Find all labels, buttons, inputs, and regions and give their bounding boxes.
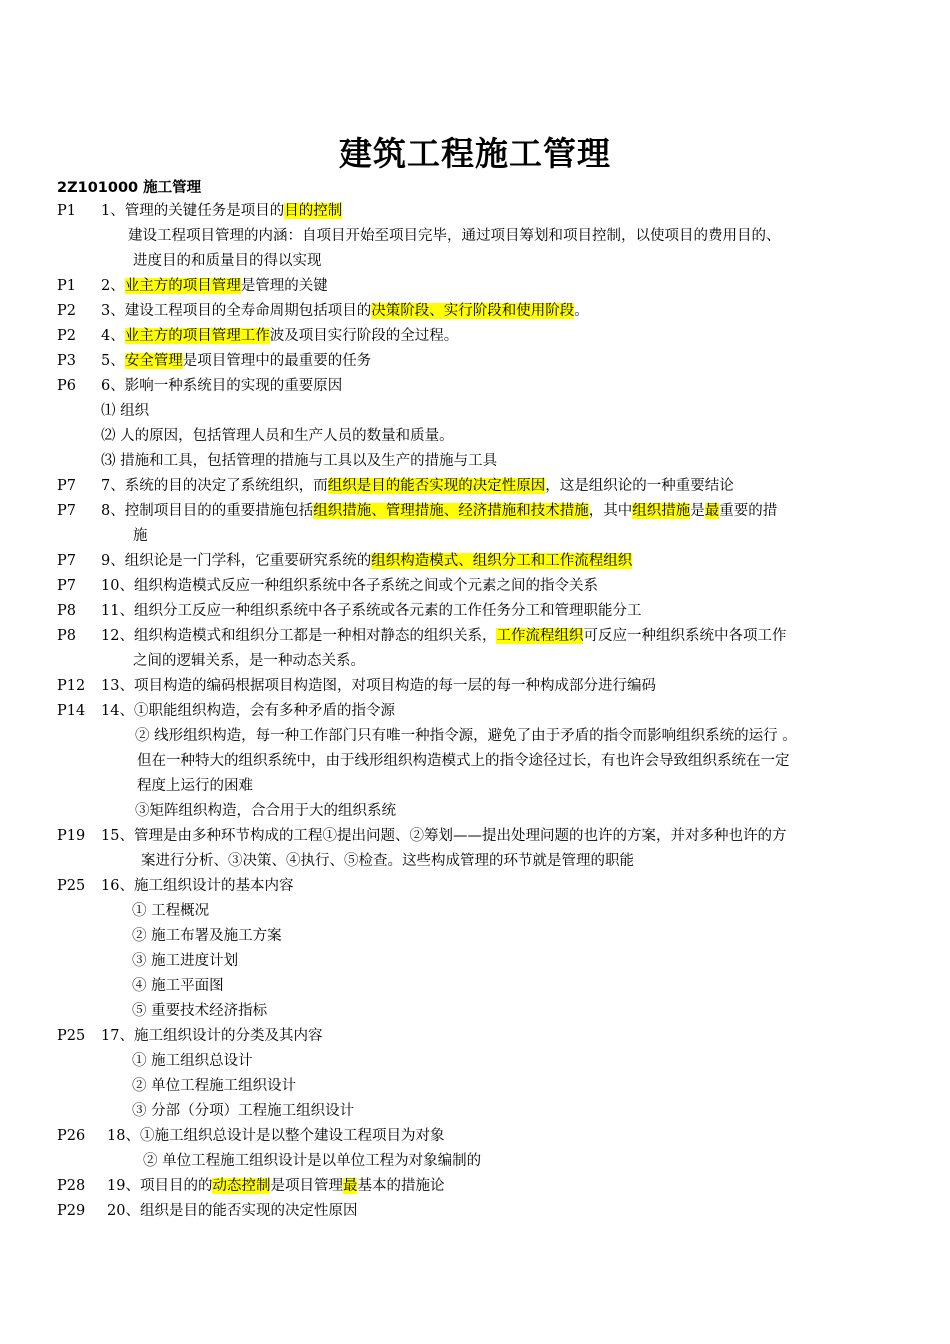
page-ref: P25 [57, 878, 86, 894]
page-ref: P28 [57, 1178, 86, 1194]
page-ref: P7 [57, 553, 76, 569]
page-title: 建筑工程施工管理 [339, 134, 611, 173]
page-ref: P3 [57, 353, 76, 369]
page-ref: P7 [57, 578, 76, 594]
page-ref: P12 [57, 678, 86, 694]
highlight: 目的控制 [284, 203, 343, 219]
list-item: 案进行分析、③决策、④执行、⑤检查。这些构成管理的环节就是管理的职能 [141, 853, 634, 869]
document-page: 建筑工程施工管理 2Z101000 施工管理 P1 1、管理的关键任务是项目的目的控制 建设工程项目管理的内涵：自项目开始至项目完毕，通过项目筹划和项目控制，以使项目的费用目的、 进度目的和质量目的得以实现 P1 2、业主方的项目管理是管理的关键 P2 3、建设工程项目的全寿命周期包括项目的决策阶段、实行阶段和使用阶段。 P2 4、业主方的项目管理工作波及项目实行阶段的全过程。 P3 5、安全管理是项目管理中的最重要的任务 P6 6、影响一种系统目的实现的重要原因 ⑴ 组织 ⑵ 人的原因，包括管理人员和生产人员的数量和质量。 ⑶ 措施和工具，包括管理的措施与工具以及生产的措施与工具 P7 7、系统的目的决定了系统组织，而组织是目的能否实现的决定性原因，这是组织论的一种重要结论 P7 8、控制项目目的的重要措施包括组织措施、管理措施、经济措施和技术措施，其中组织措施是最重要的措 施 P7 9、组织论是一门学科，它重要研究系统的组织构造模式、组织分工和工作流程组织 P7 10、组织构造模式反应一种组织系统中各子系统之间或个元素之间的指令关系 P8 11、组织分工反应一种组织系统中各子系统或各元素的工作任务分工和管理职能分工 P8 12、组织构造模式和组织分工都是一种相对静态的组织关系，工作流程组织可反应一种组织系统中各项工作 之间的逻辑关系，是一种动态关系。 P12 13、项目构造的编码根据项目构造图，对项目构造的每一层的每一种构成部分进行编码 P14 14、①职能组织构造，会有多种矛盾的指令源 ② 线形组织构造，每一种工作部门只有唯一种指令源，避免了由于矛盾的指令而影响组织系统的运行 。 但在一种特大的组织系统中，由于线形组织构造模式上的指令途径过长，有也许会导致组织系统在一定 程度上运行的困难 ③矩阵组织构造，合合用于大的组织系统 P19 15、管理是由多种环节构成的工程①提出问题、②筹划——提出处理问题的也许的方案，并对多种也许的方 案进行分析、③决策、④执行、⑤检查。这些构成管理的环节就是管理的职能 P25 16、施工组织设计的基本内容 ① 工程概况 ② 施工布署及施工方案 ③ 施工进度计划 ④ 施工平面图 ⑤ 重要技术经济指标 P25 17、施工组织设计的分类及其内容 ① 施工组织总设计 ② 单位工程施工组织设计 ③ 分部（分项）工程施工组织设计 P26 18、①施工组织总设计是以整个建设工程项目为对象 ② 单位工程施工组织设计是以单位工程为对象编制的 P28 19、项目目的的动态控制是项目管理最基本的措施论 P29 20、组织是目的能否实现的决定性原因 [0, 0, 950, 1344]
list-item: ③矩阵组织构造，合合用于大的组织系统 [135, 803, 396, 819]
section-heading: 2Z101000 施工管理 [57, 180, 202, 196]
list-item: ② 施工布署及施工方案 [132, 928, 282, 944]
list-item: 施 [133, 528, 148, 544]
list-item: 进度目的和质量目的得以实现 [133, 253, 322, 269]
highlight: 最 [342, 1178, 358, 1194]
page-ref: P26 [57, 1128, 86, 1144]
highlight: 业主方的项目管理 [124, 278, 241, 294]
list-item: ⑶ 措施和工具，包括管理的措施与工具以及生产的措施与工具 [101, 453, 498, 469]
page-ref: P7 [57, 503, 76, 519]
page-ref: P2 [57, 328, 76, 344]
page-ref: P7 [57, 478, 76, 494]
page-ref: P1 [57, 203, 76, 219]
page-ref: P8 [57, 628, 76, 644]
list-item: ⑴ 组织 [101, 403, 150, 419]
page-ref: P19 [57, 828, 86, 844]
list-item: ① 工程概况 [132, 903, 210, 919]
page-ref: P14 [57, 703, 86, 719]
page-ref: P2 [57, 303, 76, 319]
highlight: 组织构造模式、组织分工和工作流程组织 [371, 553, 633, 569]
list-item: ③ 施工进度计划 [132, 953, 239, 969]
list-item: ③ 分部（分项）工程施工组织设计 [132, 1103, 355, 1119]
list-item: ② 单位工程施工组织设计是以单位工程为对象编制的 [143, 1153, 482, 1169]
list-item: ⑵ 人的原因，包括管理人员和生产人员的数量和质量。 [101, 428, 454, 444]
highlight: 业主方的项目管理工作 [124, 328, 270, 344]
list-item: ② 线形组织构造，每一种工作部门只有唯一种指令源，避免了由于矛盾的指令而影响组织系统的运行 。 [135, 728, 797, 744]
highlight: 组织是目的能否实现的决定性原因 [327, 478, 546, 494]
highlight: 组织措施 [632, 503, 691, 519]
page-ref: P8 [57, 603, 76, 619]
page-ref: P1 [57, 278, 76, 294]
list-item: ⑤ 重要技术经济指标 [132, 1003, 268, 1019]
list-item: 之间的逻辑关系，是一种动态关系。 [133, 653, 365, 669]
list-item: ① 施工组织总设计 [132, 1053, 253, 1069]
highlight: 动态控制 [212, 1178, 271, 1194]
list-item: 程度上运行的困难 [137, 778, 253, 794]
list-item: 建设工程项目管理的内涵：自项目开始至项目完毕，通过项目筹划和项目控制，以使项目的费用目的、 [128, 228, 781, 244]
highlight: 工作流程组织 [496, 628, 584, 644]
highlight: 安全管理 [124, 353, 183, 369]
page-ref: P6 [57, 378, 76, 394]
highlight: 最 [704, 503, 720, 519]
list-item: ④ 施工平面图 [132, 978, 224, 994]
list-item: ② 单位工程施工组织设计 [132, 1078, 297, 1094]
highlight: 决策阶段、实行阶段和使用阶段 [371, 303, 575, 319]
list-item: 但在一种特大的组织系统中，由于线形组织构造模式上的指令途径过长，有也许会导致组织系统在一定 [137, 753, 790, 769]
page-ref: P25 [57, 1028, 86, 1044]
highlight: 组织措施、管理措施、经济措施和技术措施 [313, 503, 589, 519]
page-ref: P29 [57, 1203, 86, 1219]
